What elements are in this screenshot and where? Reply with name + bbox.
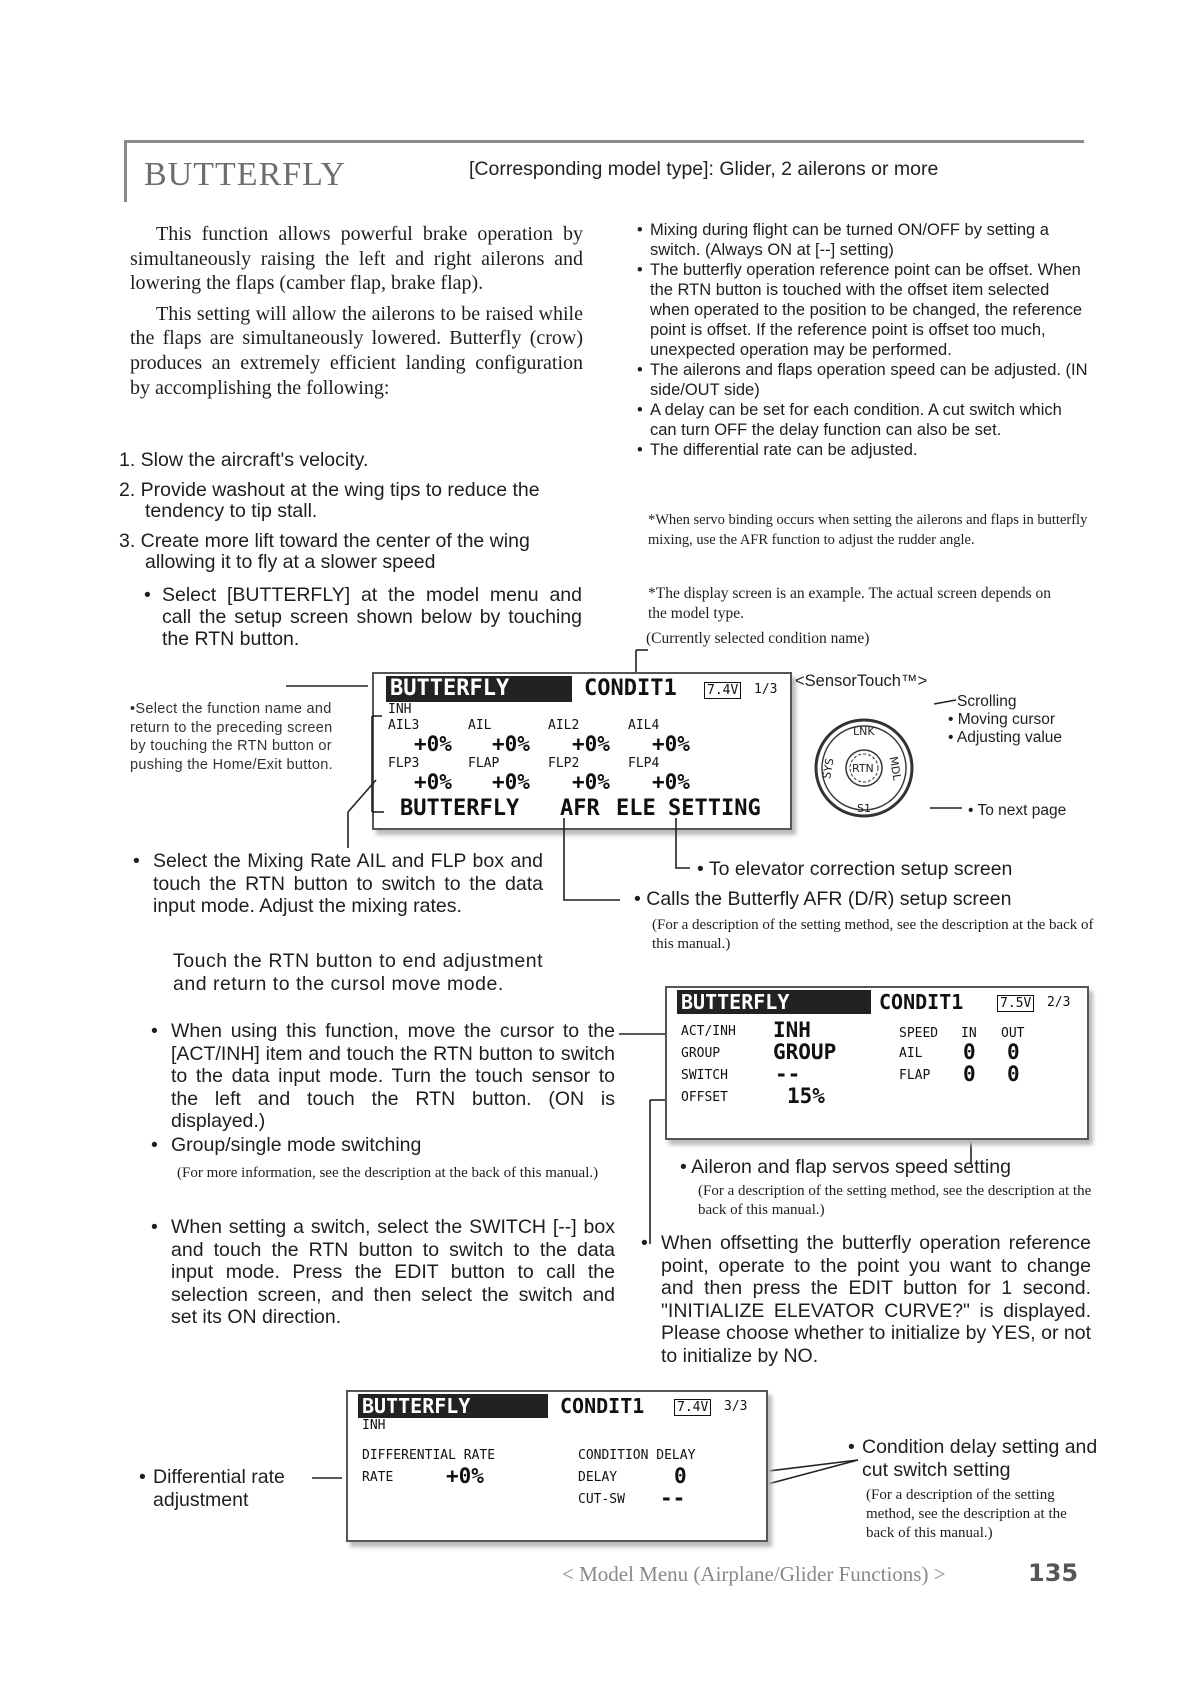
select-step: [144, 584, 582, 650]
screen1-title[interactable]: BUTTERFLY: [386, 676, 572, 702]
ail-label: AIL4: [628, 718, 660, 733]
bullet-dot: •: [139, 1466, 146, 1488]
flap-in-box[interactable]: 0: [963, 1062, 976, 1086]
offset-label: OFFSET: [681, 1090, 728, 1105]
header-side-rule: [124, 142, 127, 202]
flp-label: FLAP: [468, 756, 500, 771]
ann-select-function: •Select the function name and return to the preceding screen by touching the RTN button or pushing the Home/Exit button.: [130, 701, 333, 773]
screen1-status[interactable]: INH: [388, 702, 412, 717]
page-indicator[interactable]: 3/3: [724, 1399, 748, 1414]
ann-offset: • When offsetting the butterfly operation reference point, operate to the point you want to change and then press the EDIT button for 1 second. "INITIALIZE ELEVATOR CURVE?" is displayed. Please choose whether to initialize by YES, or not to initialize by NO.: [641, 1232, 1091, 1367]
ann-group-note: (For more information, see the description at the back of this manual.): [177, 1165, 599, 1181]
ail-in-box[interactable]: 0: [963, 1040, 976, 1064]
delay-box[interactable]: 0: [674, 1464, 687, 1488]
ann-afr-note: (For a description of the setting method, see the description at the back of this manual.): [652, 917, 1094, 952]
ann-mixing-rate: • Select the Mixing Rate AIL and FLP box and touch the RTN button to switch to the data input mode. Adjust the mixing rates.: [133, 850, 543, 917]
battery-voltage: 7.5V: [997, 995, 1034, 1012]
flap-label: FLAP: [899, 1068, 931, 1083]
sys-button[interactable]: SYS: [820, 757, 837, 780]
lcd-screen-3: [346, 1390, 768, 1542]
differential-rate-label: DIFFERENTIAL RATE: [362, 1448, 496, 1463]
model-type: [Corresponding model type]: Glider, 2 ailerons or more: [469, 158, 939, 180]
ann-act-inh: • When using this function, move the cursor to the [ACT/INH] item and touch the RTN button to switch to the data input mode. Turn the touch sensor to the left and touch the RTN button. (ON is displayed.): [151, 1020, 615, 1132]
ail-label: AIL: [468, 718, 492, 733]
page-indicator[interactable]: 2/3: [1047, 995, 1071, 1010]
bullet-dot: •: [144, 584, 151, 606]
ann-afr: • Calls the Butterfly AFR (D/R) setup screen: [634, 888, 1012, 910]
footer-section: < Model Menu (Airplane/Glider Functions) >: [562, 1562, 946, 1586]
flp-label: FLP4: [628, 756, 660, 771]
feature-item: • A delay can be set for each condition. A cut switch which can turn OFF the delay function can also be set.: [637, 401, 1062, 439]
in-label: IN: [961, 1026, 977, 1041]
intro-paragraph-1: This function allows powerful brake operation by simultaneously raising the left and right ailerons and lowering the flaps (camber flap, brake flap).: [130, 223, 583, 295]
condition-delay-label: CONDITION DELAY: [578, 1448, 696, 1463]
ann-touch-rtn: Touch the RTN button to end adjustment and return to the cursol move mode.: [173, 950, 543, 995]
page-number: 135: [1028, 1559, 1079, 1587]
feature-item: • Mixing during flight can be turned ON/OFF by setting a switch. (Always ON at [--] setting): [637, 221, 1049, 259]
rate-box[interactable]: +0%: [446, 1464, 484, 1488]
features-list: [636, 220, 1090, 460]
offset-box[interactable]: 15%: [787, 1084, 825, 1108]
switch-box[interactable]: --: [775, 1062, 801, 1086]
s1-button[interactable]: S1: [857, 802, 871, 815]
battery-voltage: 7.4V: [674, 1399, 711, 1416]
flp-rate-box[interactable]: +0%: [492, 770, 530, 794]
bullet-dot: •: [130, 701, 136, 717]
ann-delay: • Condition delay setting and cut switch setting: [848, 1436, 1098, 1481]
step-item: 2. Provide washout at the wing tips to reduce the tendency to tip stall.: [119, 478, 540, 522]
switch-label: SWITCH: [681, 1068, 728, 1083]
adjusting-value-label: • Adjusting value: [948, 729, 1063, 746]
step-item: 1. Slow the aircraft's velocity.: [119, 449, 369, 471]
intro-text: [130, 222, 583, 406]
ail-rate-box[interactable]: +0%: [414, 732, 452, 756]
ail-label: AIL: [899, 1046, 923, 1061]
ann-elevator: • To elevator correction setup screen: [697, 858, 1013, 880]
screen3-title[interactable]: BUTTERFLY: [358, 1394, 548, 1418]
condition-label: (Currently selected condition name): [646, 630, 870, 647]
page-indicator[interactable]: 1/3: [754, 682, 778, 697]
bullet-dot: •: [848, 1436, 855, 1458]
ele-setting-button[interactable]: SETTING: [668, 796, 761, 821]
ann-delay-note: (For a description of the setting method, see the description at the back of this manual.): [866, 1487, 1067, 1541]
act-inh-label: ACT/INH: [681, 1024, 736, 1039]
flp-rate-box[interactable]: +0%: [652, 770, 690, 794]
lcd-screen-2: [665, 986, 1089, 1140]
speed-label: SPEED: [899, 1026, 939, 1041]
header-rule: [124, 140, 1084, 143]
delay-label: DELAY: [578, 1470, 618, 1485]
step-item: 3. Create more lift toward the center of the wing allowing it to fly at a slower speed: [119, 529, 530, 573]
display-note: *The display screen is an example. The actual screen depends on the model type.: [648, 585, 1051, 622]
group-box[interactable]: GROUP: [773, 1040, 837, 1064]
out-label: OUT: [1001, 1026, 1025, 1041]
screen3-condition: CONDIT1: [560, 1394, 645, 1418]
flap-out-box[interactable]: 0: [1007, 1062, 1020, 1086]
ele-setting-button[interactable]: ELE: [616, 796, 656, 821]
ann-switch: • When setting a switch, select the SWITCH [--] box and touch the RTN button to switch to the data input mode. Press the EDIT button to call the selection screen, and then select the switch and set its ON direction.: [151, 1216, 615, 1328]
screen1-condition: CONDIT1: [584, 676, 677, 701]
steps-list: [119, 450, 589, 582]
next-page-label: • To next page: [968, 802, 1067, 819]
flp-rate-box[interactable]: +0%: [572, 770, 610, 794]
ail-rate-box[interactable]: +0%: [652, 732, 690, 756]
scrolling-label: Scrolling: [957, 693, 1017, 710]
page-title: BUTTERFLY: [144, 156, 347, 193]
feature-item: • The butterfly operation reference point can be offset. When the RTN button is touched with the offset item selected when operated to the position to be changed, the reference point is offset. If the reference point is offset too much, unexpected operation may be performed.: [637, 261, 1083, 359]
sensor-touch-label: <SensorTouch™>: [795, 672, 928, 690]
butterfly-afr-button[interactable]: BUTTERFLY: [400, 796, 520, 821]
bullet-dot: •: [151, 1216, 158, 1238]
intro-paragraph-2: This setting will allow the ailerons to be raised while the flaps are simultaneously lowered. Butterfly (crow) produces an extremely efficient landing configuration by accomplishing the following:: [130, 302, 583, 399]
bullet-dot: •: [133, 850, 140, 872]
screen2-condition: CONDIT1: [879, 990, 964, 1014]
rtn-button[interactable]: RTN: [852, 762, 874, 775]
flp-label: FLP2: [548, 756, 580, 771]
select-step-text: Select [BUTTERFLY] at the model menu and call the setup screen shown below by touching the RTN button.: [162, 584, 582, 650]
screen3-status[interactable]: INH: [362, 1418, 386, 1433]
ann-diff: • Differential rate adjustment: [139, 1466, 285, 1511]
bullet-dot: •: [641, 1232, 648, 1254]
ail-label: AIL3: [388, 718, 420, 733]
ann-speed-note: (For a description of the setting method, see the description at the back of this manual.): [698, 1183, 1092, 1218]
bullet-dot: •: [151, 1134, 158, 1156]
feature-item: • The ailerons and flaps operation speed can be adjusted. (IN side/OUT side): [637, 361, 1088, 399]
ail-label: AIL2: [548, 718, 580, 733]
afr-button[interactable]: AFR: [560, 796, 600, 821]
flp-label: FLP3: [388, 756, 420, 771]
flp-rate-box[interactable]: +0%: [414, 770, 452, 794]
cut-sw-box[interactable]: --: [660, 1486, 686, 1510]
cut-sw-label: CUT-SW: [578, 1492, 625, 1507]
bullet-dot: •: [151, 1020, 158, 1042]
ann-group: • Group/single mode switching: [151, 1134, 422, 1156]
lcd-screen-1: [372, 672, 792, 830]
battery-voltage: 7.4V: [704, 682, 741, 699]
feature-item: • The differential rate can be adjusted.: [637, 441, 918, 459]
lnk-button[interactable]: LNK: [853, 725, 875, 738]
act-inh-box[interactable]: INH: [773, 1018, 811, 1042]
moving-cursor-label: • Moving cursor: [948, 711, 1056, 728]
mdl-button[interactable]: MDL: [886, 755, 904, 782]
ail-out-box[interactable]: 0: [1007, 1040, 1020, 1064]
rate-label: RATE: [362, 1470, 394, 1485]
ail-rate-box[interactable]: +0%: [492, 732, 530, 756]
servo-note: *When servo binding occurs when setting the ailerons and flaps in butterfly mixing, use the AFR function to adjust the rudder angle.: [648, 512, 1088, 548]
group-label: GROUP: [681, 1046, 721, 1061]
screen2-title[interactable]: BUTTERFLY: [677, 990, 871, 1014]
ail-rate-box[interactable]: +0%: [572, 732, 610, 756]
ann-speed: • Aileron and flap servos speed setting: [680, 1156, 1011, 1178]
